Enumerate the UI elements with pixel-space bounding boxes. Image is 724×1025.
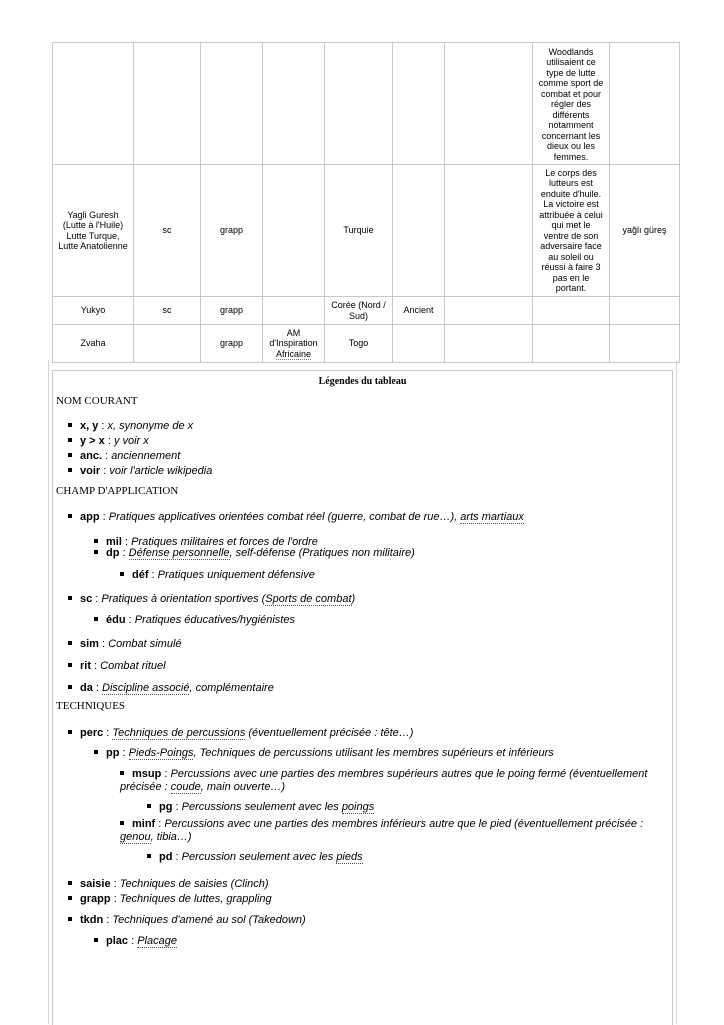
legend-key: msup bbox=[132, 768, 162, 780]
legend-key: da bbox=[80, 682, 93, 694]
legend-sep: : bbox=[119, 547, 129, 559]
bullet-icon bbox=[94, 550, 98, 554]
legend-sep: : bbox=[121, 536, 132, 548]
legend-desc: , Techniques de percussions utilisant les membres supérieurs et inférieurs bbox=[193, 747, 554, 759]
legend-sep: : bbox=[102, 450, 112, 462]
cell-era bbox=[393, 325, 445, 363]
legend-key: dp bbox=[106, 547, 120, 559]
legend-sep: : bbox=[92, 682, 103, 694]
legend-desc: Percussions avec une parties des membres supérieurs autres que le poing fermé (éventuellement précisée : bbox=[120, 768, 648, 793]
legend-key: x, y bbox=[80, 420, 99, 432]
legend-key: mil bbox=[106, 536, 122, 548]
cell-note bbox=[533, 325, 610, 363]
legend-key: sc bbox=[80, 593, 93, 605]
defense-personnelle-link[interactable]: Défense personnelle bbox=[128, 547, 230, 559]
bullet-icon bbox=[94, 539, 98, 543]
table-row bbox=[53, 325, 680, 363]
legend-sep: : bbox=[125, 614, 135, 626]
list-item bbox=[68, 511, 524, 524]
discipline-associe-link[interactable]: Discipline associé bbox=[102, 682, 190, 694]
legend-desc: ) bbox=[351, 593, 356, 605]
list-item bbox=[94, 935, 177, 948]
section-heading: TECHNIQUES bbox=[56, 700, 126, 712]
martial-arts-table bbox=[52, 42, 680, 363]
legend-desc: Percussion seulement avec les bbox=[181, 851, 337, 863]
legend-sep: : bbox=[161, 768, 171, 780]
list-item bbox=[68, 660, 166, 673]
legend-sep: : bbox=[148, 569, 158, 581]
cell-technique: grapp bbox=[201, 325, 263, 363]
bullet-icon bbox=[120, 771, 124, 775]
list-item bbox=[68, 878, 269, 891]
bullet-icon bbox=[147, 804, 151, 808]
legend-sep: : bbox=[155, 818, 165, 830]
legend-desc: Techniques d'amené au sol (Takedown) bbox=[112, 914, 306, 926]
list-item bbox=[68, 893, 272, 906]
cell-origin bbox=[263, 297, 325, 325]
legend-desc: , main ouverte…) bbox=[200, 781, 286, 793]
cell-extra bbox=[445, 43, 533, 165]
bullet-icon bbox=[68, 685, 72, 689]
legend-sep: : bbox=[110, 878, 120, 890]
legend-desc: Pratiques uniquement défensive bbox=[157, 569, 315, 581]
legend-box bbox=[52, 370, 673, 1025]
bullet-icon bbox=[68, 896, 72, 900]
legend-key: minf bbox=[132, 818, 156, 830]
cell-era: Ancient bbox=[393, 297, 445, 325]
legend-desc: anciennement bbox=[111, 450, 181, 462]
poings-link[interactable]: poings bbox=[341, 801, 375, 813]
legend-key: rit bbox=[80, 660, 91, 672]
coude-link[interactable]: coude bbox=[170, 781, 201, 793]
cell-extra bbox=[445, 325, 533, 363]
legend-key: y > x bbox=[80, 435, 105, 447]
list-item bbox=[68, 420, 193, 433]
cell-country: Corée (Nord / Sud) bbox=[325, 297, 393, 325]
cell-technique bbox=[201, 43, 263, 165]
legend-desc: Techniques de saisies (Clinch) bbox=[119, 878, 269, 890]
bullet-icon bbox=[68, 596, 72, 600]
cell-category bbox=[134, 325, 201, 363]
legend-desc: y voir x bbox=[113, 435, 149, 447]
table-row bbox=[53, 297, 680, 325]
bullet-icon bbox=[68, 641, 72, 645]
list-item bbox=[68, 465, 212, 478]
legend-key: saisie bbox=[80, 878, 111, 890]
legend-key: pp bbox=[106, 747, 120, 759]
bullet-icon bbox=[68, 453, 72, 457]
cell-country: Turquie bbox=[325, 165, 393, 297]
legend-key: perc bbox=[80, 727, 104, 739]
cell-country: Togo bbox=[325, 325, 393, 363]
list-item bbox=[68, 727, 413, 740]
list-item bbox=[120, 569, 315, 582]
section-heading: CHAMP D'APPLICATION bbox=[56, 485, 179, 497]
legend-desc: Combat rituel bbox=[100, 660, 166, 672]
legend-desc: Percussions seulement avec les bbox=[181, 801, 342, 813]
origin-line: AM bbox=[286, 327, 301, 338]
cell-local-name bbox=[610, 325, 680, 363]
origin-link[interactable]: Africaine bbox=[275, 348, 311, 359]
legend-desc: voir l'article wikipedia bbox=[109, 465, 213, 477]
cell-technique: grapp bbox=[201, 297, 263, 325]
legend-sep: : bbox=[103, 914, 113, 926]
list-item bbox=[147, 801, 374, 814]
cell-local-name: yağlı güreş bbox=[610, 165, 680, 297]
genou-link[interactable]: genou bbox=[120, 831, 151, 843]
list-item bbox=[68, 682, 274, 695]
sports-de-combat-link[interactable]: Sports de combat bbox=[265, 593, 352, 605]
list-item bbox=[120, 818, 668, 844]
bullet-icon bbox=[120, 821, 124, 825]
list-item bbox=[68, 914, 306, 927]
legend-desc: , complémentaire bbox=[189, 682, 274, 694]
cell-note: Woodlands utilisaient ce type de lutte comme sport de combat et pour régler des différents notamment concernant les dieux ou les femmes. bbox=[533, 43, 610, 165]
legend-sep: : bbox=[100, 465, 110, 477]
list-item bbox=[68, 450, 180, 463]
list-item bbox=[147, 851, 363, 864]
cell-extra bbox=[445, 165, 533, 297]
cell-category: sc bbox=[134, 297, 201, 325]
legend-key: pg bbox=[159, 801, 173, 813]
cell-origin bbox=[263, 165, 325, 297]
cell-name: Yagli Guresh (Lutte à l'Huile) Lutte Turque, Lutte Anatolienne bbox=[53, 165, 134, 297]
bullet-icon bbox=[68, 514, 72, 518]
divider bbox=[48, 360, 49, 1024]
cell-category bbox=[134, 43, 201, 165]
list-item bbox=[94, 547, 415, 560]
cell-origin bbox=[263, 325, 325, 363]
legend-sep: : bbox=[91, 660, 101, 672]
legend-desc: Pratiques militaires et forces de l'ordre bbox=[131, 536, 318, 548]
legend-key: plac bbox=[106, 935, 129, 947]
bullet-icon bbox=[94, 938, 98, 942]
legend-sep: : bbox=[128, 935, 138, 947]
legend-sep: : bbox=[172, 801, 182, 813]
legend-desc: Pratiques applicatives orientées combat réel (guerre, combat de rue…), bbox=[108, 511, 461, 523]
legend-desc: Combat simulé bbox=[108, 638, 182, 650]
legend-key: pd bbox=[159, 851, 173, 863]
legend-desc: x, synonyme de x bbox=[107, 420, 194, 432]
bullet-icon bbox=[68, 881, 72, 885]
legend-key: sim bbox=[80, 638, 99, 650]
bullet-icon bbox=[94, 617, 98, 621]
cell-category: sc bbox=[134, 165, 201, 297]
cell-era bbox=[393, 43, 445, 165]
legend-key: anc. bbox=[80, 450, 103, 462]
bullet-icon bbox=[147, 854, 151, 858]
bullet-icon bbox=[68, 917, 72, 921]
legend-desc: , tibia…) bbox=[150, 831, 192, 843]
legend-sep: : bbox=[110, 893, 120, 905]
list-item bbox=[68, 593, 355, 606]
cell-local-name bbox=[610, 43, 680, 165]
cell-era bbox=[393, 165, 445, 297]
bullet-icon bbox=[94, 750, 98, 754]
cell-extra bbox=[445, 297, 533, 325]
legend-sep: : bbox=[119, 747, 129, 759]
pieds-poings-link[interactable]: Pieds-Poings bbox=[128, 747, 194, 759]
legend-desc: Pratiques éducatives/hygiénistes bbox=[134, 614, 295, 626]
cell-name: Zvaha bbox=[53, 325, 134, 363]
legend-title: Légendes du tableau bbox=[318, 376, 407, 387]
section-heading: NOM COURANT bbox=[56, 395, 138, 407]
legend-key: grapp bbox=[80, 893, 111, 905]
cell-country bbox=[325, 43, 393, 165]
legend-sep: : bbox=[99, 511, 109, 523]
placage-link[interactable]: Placage bbox=[137, 935, 177, 947]
techniques-percussions-link[interactable]: Techniques de percussions bbox=[112, 727, 246, 739]
cell-name bbox=[53, 43, 134, 165]
legend-sep: : bbox=[104, 435, 114, 447]
cell-local-name bbox=[610, 297, 680, 325]
legend-sep: : bbox=[98, 638, 109, 650]
legend-sep: : bbox=[92, 593, 102, 605]
legend-sep: : bbox=[103, 727, 113, 739]
legend-key: app bbox=[80, 511, 100, 523]
arts-martiaux-link[interactable]: arts martiaux bbox=[460, 511, 524, 523]
bullet-icon bbox=[68, 468, 72, 472]
origin-line: d'Inspiration bbox=[269, 338, 318, 349]
bullet-icon bbox=[68, 663, 72, 667]
bullet-icon bbox=[120, 572, 124, 576]
cell-note bbox=[533, 297, 610, 325]
pieds-link[interactable]: pieds bbox=[336, 851, 363, 863]
cell-technique: grapp bbox=[201, 165, 263, 297]
bullet-icon bbox=[68, 730, 72, 734]
bullet-icon bbox=[68, 438, 72, 442]
legend-sep: : bbox=[172, 851, 182, 863]
legend-key: édu bbox=[106, 614, 126, 626]
legend-desc: Pratiques à orientation sportives ( bbox=[101, 593, 266, 605]
divider bbox=[676, 360, 677, 1024]
legend-key: déf bbox=[132, 569, 149, 581]
legend-key: tkdn bbox=[80, 914, 104, 926]
cell-note: Le corps des lutteurs est enduite d'huile. La victoire est attribuée à celui qui met le ventre de son adversaire face au soleil ou réussi à faire 3 pas en le portant. bbox=[533, 165, 610, 297]
legend-desc: Techniques de luttes, grappling bbox=[119, 893, 272, 905]
legend-desc: Percussions avec une parties des membres inférieurs autre que le pied (éventuellement précisée : bbox=[164, 818, 644, 830]
legend-key: voir bbox=[80, 465, 101, 477]
table-row bbox=[53, 43, 680, 165]
legend-sep: : bbox=[98, 420, 108, 432]
list-item bbox=[94, 614, 295, 627]
cell-name: Yukyo bbox=[53, 297, 134, 325]
legend-desc: , self-défense (Pratiques non militaire) bbox=[229, 547, 415, 559]
table-row bbox=[53, 165, 680, 297]
list-item bbox=[68, 435, 149, 448]
bullet-icon bbox=[68, 423, 72, 427]
cell-origin bbox=[263, 43, 325, 165]
list-item bbox=[68, 638, 182, 651]
list-item bbox=[94, 747, 554, 760]
list-item bbox=[120, 768, 668, 794]
legend-desc: (éventuellement précisée : tête…) bbox=[245, 727, 414, 739]
